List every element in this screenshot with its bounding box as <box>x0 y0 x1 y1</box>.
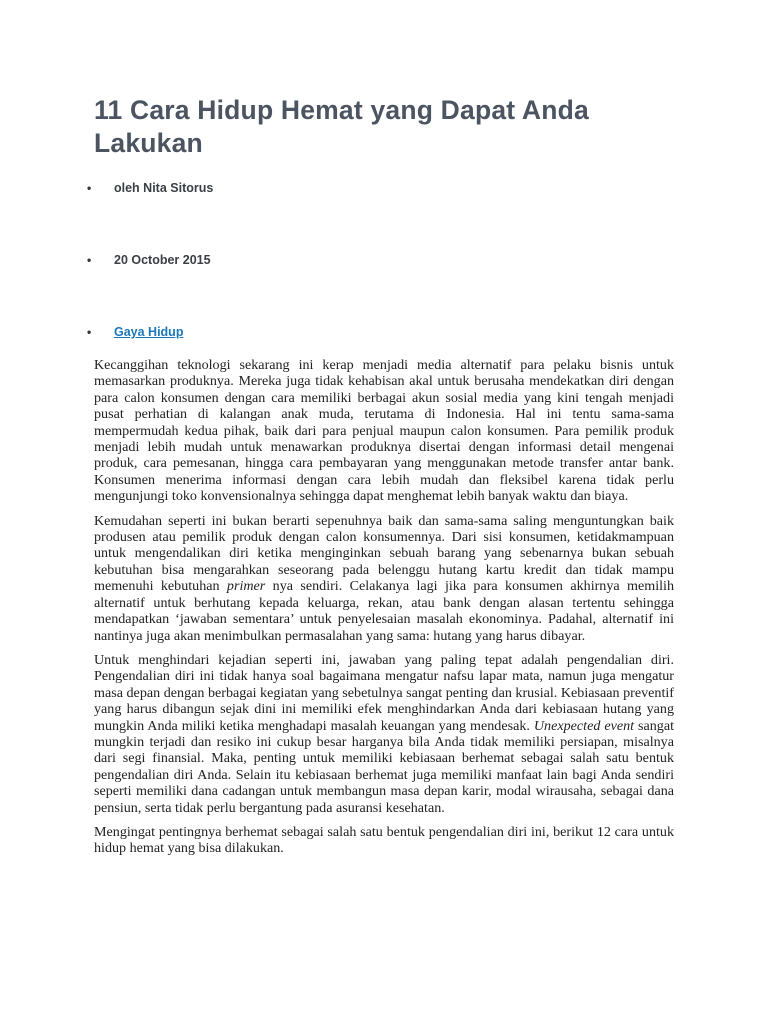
paragraph-text: nya sendiri. Celakanya lagi jika para konsumen akhirnya memilih alternatif untuk berhutang kepada keluarga, rekan, atau bank dengan alasan tertentu sehingga mendapatkan ‘jawaban sementara’ untuk penyelesaian masalah ekonominya. Padahal, alternatif ini nantinya juga akan menimbulkan permasalahan yang sama: hutang yang harus dibayar. <box>94 578 674 644</box>
article-paragraph <box>94 357 674 505</box>
paragraph-text: Mengingat pentingnya berhemat sebagai salah satu bentuk pengendalian diri ini, berikut 12 cara untuk hidup hemat yang bisa dilakukan. <box>94 823 674 857</box>
article-author <box>87 180 214 196</box>
article-body <box>94 357 674 865</box>
author-text: oleh Nita Sitorus <box>114 181 214 195</box>
article-category <box>87 324 184 340</box>
bullet-icon: • <box>87 181 92 195</box>
category-link[interactable]: Gaya Hidup <box>114 325 184 339</box>
paragraph-text: sangat mungkin terjadi dan resiko ini cukup besar harganya bila Anda tidak memiliki persiapan, misalnya dari segi finansial. Maka, penting untuk memiliki kebiasaan berhemat sebagai salah satu bentuk pengendalian diri Anda. Selain itu kebiasaan berhemat juga memiliki manfaat lain bagi Anda sendiri seperti memiliki dana cadangan untuk membangun masa depan karir, modal wirausaha, sebagai dana pensiun, serta tidak perlu bergantung pada asuransi kesehatan. <box>94 717 675 816</box>
paragraph-text: Kecanggihan teknologi sekarang ini kerap menjadi media alternatif para pelaku bisnis untuk memasarkan produknya. Mereka juga tidak kehabisan akal untuk berusaha mendekatkan diri dengan para calon konsumen dengan cara memiliki berbagai akun sosial media yang kini tengah menjadi pusat perhatian di kalangan anak muda, terutama di Indonesia. Hal ini tentu sama-sama mempermudah kedua pihak, baik dari para penjual maupun calon konsumen. Para pemilik produk menjadi lebih mudah untuk menawarkan produknya disertai dengan informasi detail mengenai produk, cara pemesanan, hingga cara pembayaran yang menggunakan metode transfer antar bank. Konsumen menerima informasi dengan cara lebih mudah dan fleksibel karena tidak perlu mengunjungi toko konvensionalnya sehingga dapat menghemat lebih banyak waktu dan biaya. <box>94 357 674 505</box>
bullet-icon: • <box>87 325 92 339</box>
article-title: 11 Cara Hidup Hemat yang Dapat Anda Lakukan <box>94 95 589 158</box>
bullet-icon: • <box>87 253 92 267</box>
paragraph-text: Untuk menghindari kejadian seperti ini, jawaban yang paling tepat adalah pengendalian diri. Pengendalian diri ini tidak hanya soal bagaimana mengatur nafsu lapar mata, namun juga mengatur masa depan dengan berbagai kegiatan yang sebetulnya sangat penting dan krusial. Kebiasaan preventif yang harus dibangun sejak dini ini memiliki efek menghindarkan Anda dari kebiasaan hutang yang mungkin Anda miliki ketika menghadapi masalah keuangan yang mendesak. <box>94 651 674 734</box>
article <box>87 94 675 857</box>
italic-text: Unexpected event <box>533 717 635 734</box>
article-date <box>87 252 211 268</box>
article-paragraph <box>94 652 674 816</box>
paragraph-text: Kemudahan seperti ini bukan berarti sepenuhnya baik dan sama-sama saling menguntungkan baik produsen atau pemilik produk dengan calon konsumennya. Dari sisi konsumen, ketidakmampuan untuk mengendalikan diri ketika menginginkan sebuah barang yang sebenarnya bukan sebuah kebutuhan bisa mengarahkan seseorang pada belenggu hutang kartu kredit dan tidak mampu memenuhi kebutuhan <box>94 512 674 595</box>
date-text: 20 October 2015 <box>114 253 211 267</box>
italic-text: primer <box>226 578 266 595</box>
article-paragraph <box>94 824 674 857</box>
article-paragraph <box>94 513 674 644</box>
